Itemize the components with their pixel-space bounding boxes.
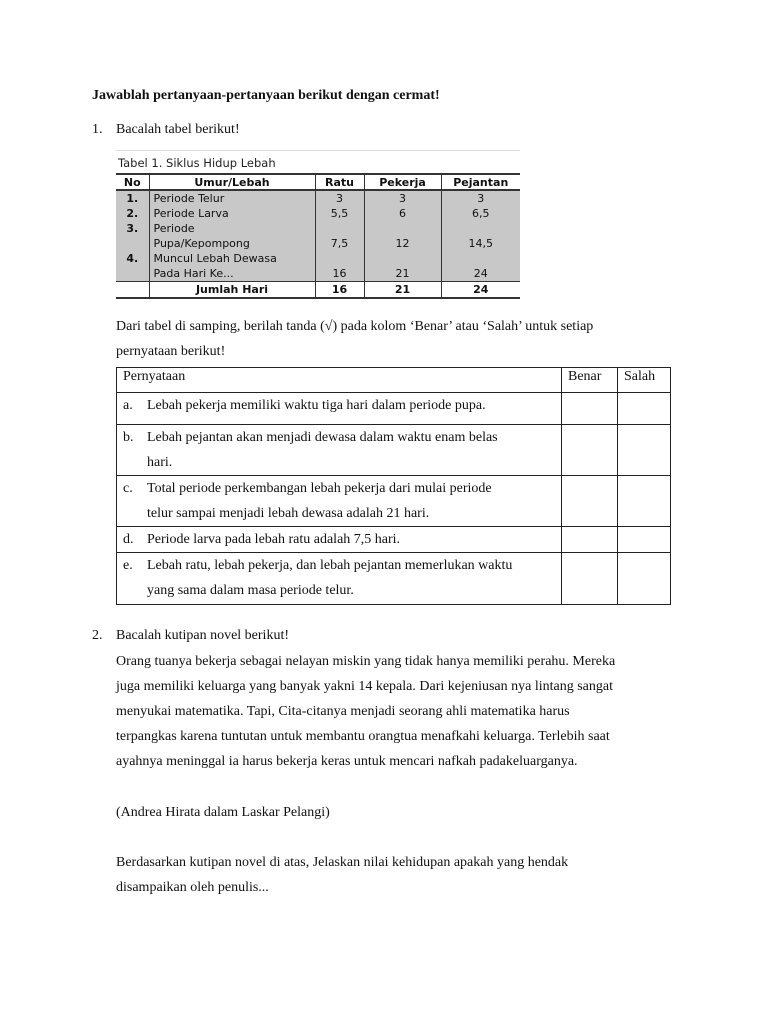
benar-checkbox-cell[interactable] [562,425,618,476]
question-text: Bacalah kutipan novel berikut! [116,628,289,643]
table-cell: 6,5 [441,206,520,221]
statement-text: Lebah pejantan akan menjadi dewasa dalam waktu enam belas [147,430,498,445]
instructions-heading: Jawablah pertanyaan-pertanyaan berikut dengan cermat! [92,88,440,103]
novel-passage [116,649,676,774]
table-cell [116,236,149,251]
statement-label: a. [123,398,133,413]
table-cell: Periode Telur [149,190,315,206]
question-number: 1. [92,122,103,137]
passage-source: (Andrea Hirata dalam Laskar Pelangi) [116,805,330,820]
table-cell: 14,5 [441,236,520,251]
statement-text: hari. [147,455,173,470]
column-header: No [116,174,149,190]
statement-text: yang sama dalam masa periode telur. [147,583,354,598]
statement-label: e. [123,558,133,573]
passage-line: terpangkas karena tuntutan untuk membantu orangtua menafkahi keluarga. Terlebih saat [116,729,610,744]
statement-row [117,393,671,425]
statement-row [117,553,671,605]
statement-row [117,527,671,553]
statement-text: Total periode perkembangan lebah pekerja dari mulai periode [147,481,492,496]
table-cell [116,266,149,282]
table-cell: 7,5 [315,236,364,251]
table-caption: Tabel 1. Siklus Hidup Lebah [118,156,276,170]
table-row [116,251,520,266]
benar-checkbox-cell[interactable] [562,553,618,605]
statement-header-row [117,368,671,393]
salah-checkbox-cell[interactable] [618,425,671,476]
table-cell: 5,5 [315,206,364,221]
table-cell: 4. [116,251,149,266]
column-header: Umur/Lebah [149,174,315,190]
table-cell: 3. [116,221,149,236]
table-cell: Periode Larva [149,206,315,221]
table-row [116,206,520,221]
statement-cell [117,553,562,605]
statement-label: c. [123,481,133,496]
table-cell [364,251,441,266]
benar-checkbox-cell[interactable] [562,527,618,553]
table-cell: 16 [315,266,364,282]
table-cell: Pada Hari Ke... [149,266,315,282]
table-row [116,236,520,251]
statement-cell [117,425,562,476]
question-1-prompt [92,122,240,138]
table-cell: 12 [364,236,441,251]
statement-text: telur sampai menjadi lebah dewasa adalah 21 hari. [147,506,430,521]
table-cell: 24 [441,282,520,299]
question-line: disampaikan oleh penulis... [116,880,269,895]
table-cell: Periode [149,221,315,236]
question-number: 2. [92,628,103,643]
table-cell: 21 [364,266,441,282]
table-cell: 3 [315,190,364,206]
table-cell: Jumlah Hari [149,282,315,299]
passage-line: menyukai matematika. Tapi, Cita-citanya menjadi seorang ahli matematika harus [116,704,570,719]
statement-text: Periode larva pada lebah ratu adalah 7,5 hari. [147,532,401,547]
salah-checkbox-cell[interactable] [618,553,671,605]
column-header: Benar [562,368,618,393]
divider [116,150,520,151]
instruction-line: pernyataan berikut! [116,344,226,359]
table-cell: Pupa/Kepompong [149,236,315,251]
column-header: Pejantan [441,174,520,190]
statement-text: Lebah ratu, lebah pekerja, dan lebah pejantan memerlukan waktu [147,558,513,573]
table-row [116,190,520,206]
instruction-line: Dari tabel di samping, berilah tanda (√) pada kolom ‘Benar’ atau ‘Salah’ untuk setiap [116,319,594,334]
statement-table [116,367,671,605]
question-line: Berdasarkan kutipan novel di atas, Jelaskan nilai kehidupan apakah yang hendak [116,855,569,870]
question-text: Bacalah tabel berikut! [116,122,240,137]
table-row [116,266,520,282]
passage-line: juga memiliki keluarga yang banyak yakni 14 kepala. Dari kejeniusan nya lintang sangat [116,679,613,694]
passage-line: Orang tuanya bekerja sebagai nelayan miskin yang tidak hanya memiliki perahu. Mereka [116,654,616,669]
table-cell [441,221,520,236]
bee-lifecycle-table-image [116,148,520,304]
column-header: Ratu [315,174,364,190]
table-cell: 1. [116,190,149,206]
table-cell: 6 [364,206,441,221]
statement-cell [117,527,562,553]
statement-cell [117,476,562,527]
salah-checkbox-cell[interactable] [618,393,671,425]
statement-row [117,425,671,476]
instruction-text [116,314,593,364]
question-2-prompt [92,628,289,644]
benar-checkbox-cell[interactable] [562,393,618,425]
table-cell: 3 [364,190,441,206]
table-cell: 16 [315,282,364,299]
table-cell: 2. [116,206,149,221]
benar-checkbox-cell[interactable] [562,476,618,527]
table-cell [315,251,364,266]
table-header-row [116,174,520,190]
column-header: Salah [618,368,671,393]
table-row [116,221,520,236]
column-header: Pernyataan [117,368,562,393]
salah-checkbox-cell[interactable] [618,527,671,553]
statement-label: d. [123,532,134,547]
statement-label: b. [123,430,134,445]
table-cell [315,221,364,236]
table-cell [116,282,149,299]
column-header: Pekerja [364,174,441,190]
statement-row [117,476,671,527]
bee-lifecycle-table [116,173,520,299]
statement-text: Lebah pekerja memiliki waktu tiga hari dalam periode pupa. [147,398,486,413]
table-cell [441,251,520,266]
table-cell: Muncul Lebah Dewasa [149,251,315,266]
table-cell: 21 [364,282,441,299]
table-cell: 24 [441,266,520,282]
table-cell: 3 [441,190,520,206]
essay-question [116,850,676,900]
statement-cell [117,393,562,425]
passage-line: ayahnya meninggal ia harus bekerja keras untuk mencari nafkah padakeluarganya. [116,754,578,769]
table-cell [364,221,441,236]
salah-checkbox-cell[interactable] [618,476,671,527]
table-total-row [116,282,520,299]
